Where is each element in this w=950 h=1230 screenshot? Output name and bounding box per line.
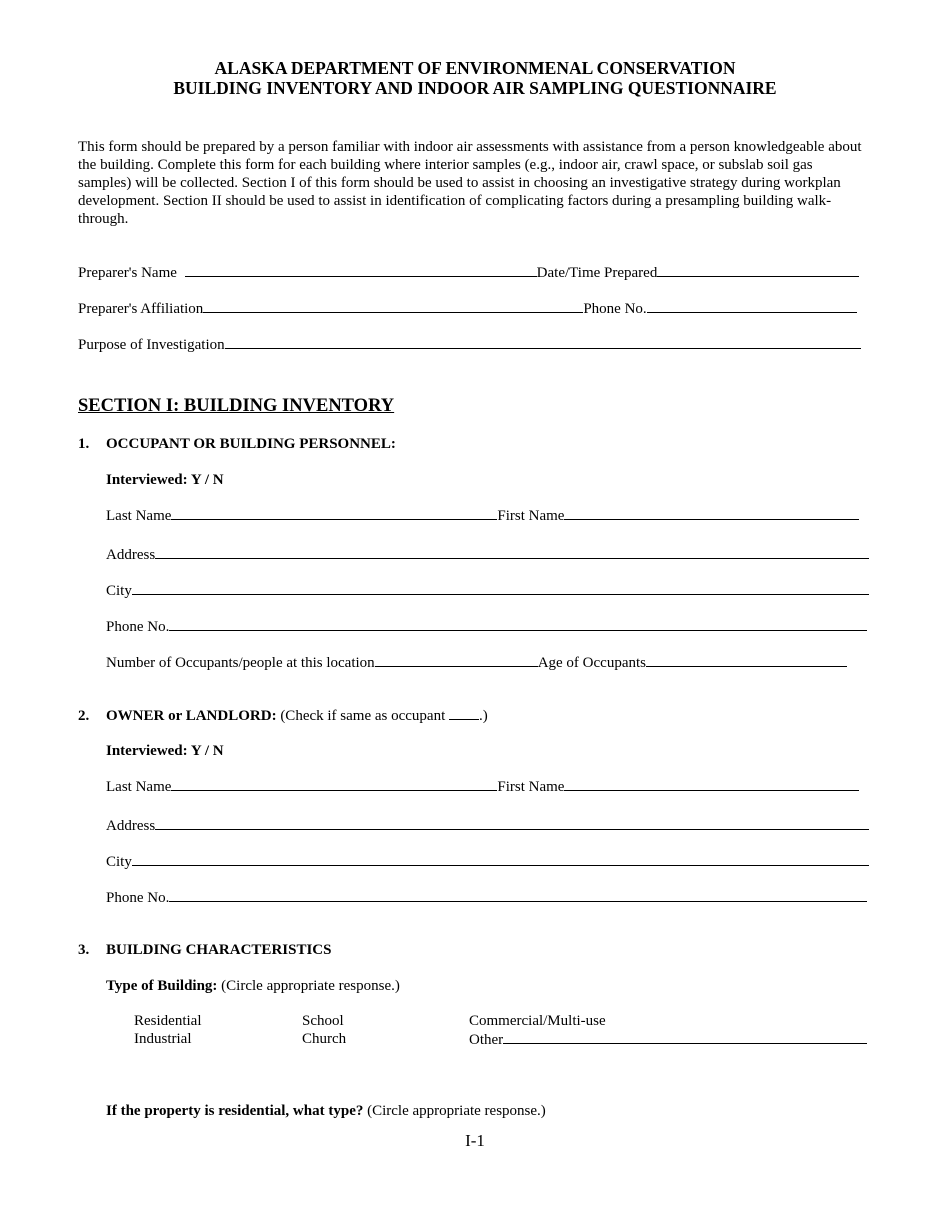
q1-age-label: Age of Occupants (537, 655, 646, 671)
q2-title: OWNER or LANDLORD: (106, 708, 277, 724)
preparer-affiliation-field[interactable] (203, 299, 583, 313)
preparer-name-field[interactable] (185, 263, 537, 277)
preparer-affiliation-row (78, 299, 857, 318)
preparer-phone-label: Phone No. (583, 301, 647, 317)
q1-last-name-label: Last Name (106, 508, 172, 524)
option-church[interactable]: Church (302, 1031, 347, 1047)
preparer-name-row (78, 263, 859, 282)
q3-type-row (106, 977, 400, 995)
q3-heading (78, 941, 331, 959)
q2-phone-field[interactable] (169, 888, 867, 902)
q2-address-row (106, 816, 869, 835)
option-other-field[interactable] (503, 1030, 867, 1044)
preparer-phone-field[interactable] (647, 299, 857, 313)
q1-interviewed: Interviewed: Y / N (106, 472, 224, 488)
q1-heading (78, 435, 396, 453)
q2-city-field[interactable] (132, 852, 869, 866)
option-commercial-multi-use[interactable]: Commercial/Multi-use (469, 1013, 606, 1029)
form-title-line-1: ALASKA DEPARTMENT OF ENVIRONMENAL CONSERVATION (214, 58, 736, 78)
q2-last-name-field[interactable] (171, 777, 497, 791)
option-other[interactable]: Other (469, 1032, 504, 1048)
q1-occupants-field[interactable] (375, 653, 538, 667)
q1-first-name-label: First Name (497, 508, 565, 524)
q1-title: OCCUPANT OR BUILDING PERSONNEL: (106, 436, 396, 452)
q1-number: 1. (78, 436, 90, 452)
q1-occupants-label: Number of Occupants/people at this location (106, 655, 375, 671)
q1-name-row (106, 506, 859, 525)
intro-paragraph: This form should be prepared by a person familiar with indoor air assessments with assistance from a person knowledgeable about the building. Complete this form for each building where interior samples (e.g., indoor air, crawl space, or subslab soil gas samples) will be collected. Section I of this form should be used to assist in choosing an investigative strategy during workplan development. Section II should be used to assist in identification of complicating factors during a presampling building walk-through. (78, 139, 862, 227)
date-prepared-field[interactable] (657, 263, 859, 277)
section-1-title: SECTION I: BUILDING INVENTORY (78, 396, 395, 416)
q3-type-label: Type of Building: (106, 978, 218, 994)
q1-phone-field[interactable] (169, 617, 867, 631)
q2-phone-row (106, 888, 867, 907)
q2-city-label: City (106, 854, 132, 870)
q2-heading (78, 706, 488, 725)
option-industrial[interactable]: Industrial (134, 1031, 192, 1047)
q2-address-field[interactable] (155, 816, 869, 830)
purpose-field[interactable] (225, 335, 861, 349)
form-title-line-2: BUILDING INVENTORY AND INDOOR AIR SAMPLING QUESTIONNAIRE (173, 78, 777, 98)
q3-title: BUILDING CHARACTERISTICS (106, 942, 332, 958)
q3-number: 3. (78, 942, 90, 958)
q1-address-label: Address (106, 547, 156, 563)
option-school[interactable]: School (302, 1013, 344, 1029)
q3-residential-label: If the property is residential, what type? (106, 1103, 364, 1119)
q1-age-field[interactable] (646, 653, 847, 667)
preparer-affiliation-label: Preparer's Affiliation (78, 301, 204, 317)
purpose-label: Purpose of Investigation (78, 337, 225, 353)
q1-city-row (106, 581, 869, 600)
q1-first-name-field[interactable] (564, 506, 859, 520)
purpose-row (78, 335, 861, 354)
preparer-name-label: Preparer's Name (78, 265, 177, 281)
q2-same-as-occupant-check[interactable] (449, 706, 479, 720)
q2-city-row (106, 852, 869, 871)
page-number: I-1 (465, 1131, 485, 1150)
q1-occupants-row (106, 653, 847, 672)
q2-first-name-label: First Name (497, 779, 565, 795)
q1-phone-label: Phone No. (106, 619, 170, 635)
q2-address-label: Address (106, 818, 156, 834)
q3-residential-note: (Circle appropriate response.) (367, 1103, 546, 1119)
q2-note-suffix: .) (479, 708, 488, 724)
option-other-row (469, 1030, 867, 1049)
q2-note-prefix: (Check if same as occupant (280, 708, 449, 724)
q2-name-row (106, 777, 859, 796)
q1-address-field[interactable] (155, 545, 869, 559)
q3-type-note: (Circle appropriate response.) (221, 978, 400, 994)
q1-address-row (106, 545, 869, 564)
q1-last-name-field[interactable] (171, 506, 497, 520)
q1-phone-row (106, 617, 867, 636)
q2-phone-label: Phone No. (106, 890, 170, 906)
q2-number: 2. (78, 708, 90, 724)
date-prepared-label: Date/Time Prepared (536, 265, 658, 281)
option-residential[interactable]: Residential (134, 1013, 202, 1029)
q3-residential-row (106, 1102, 546, 1120)
q2-interviewed: Interviewed: Y / N (106, 743, 224, 759)
q1-city-label: City (106, 583, 132, 599)
q2-last-name-label: Last Name (106, 779, 172, 795)
q1-city-field[interactable] (132, 581, 869, 595)
q2-first-name-field[interactable] (564, 777, 859, 791)
